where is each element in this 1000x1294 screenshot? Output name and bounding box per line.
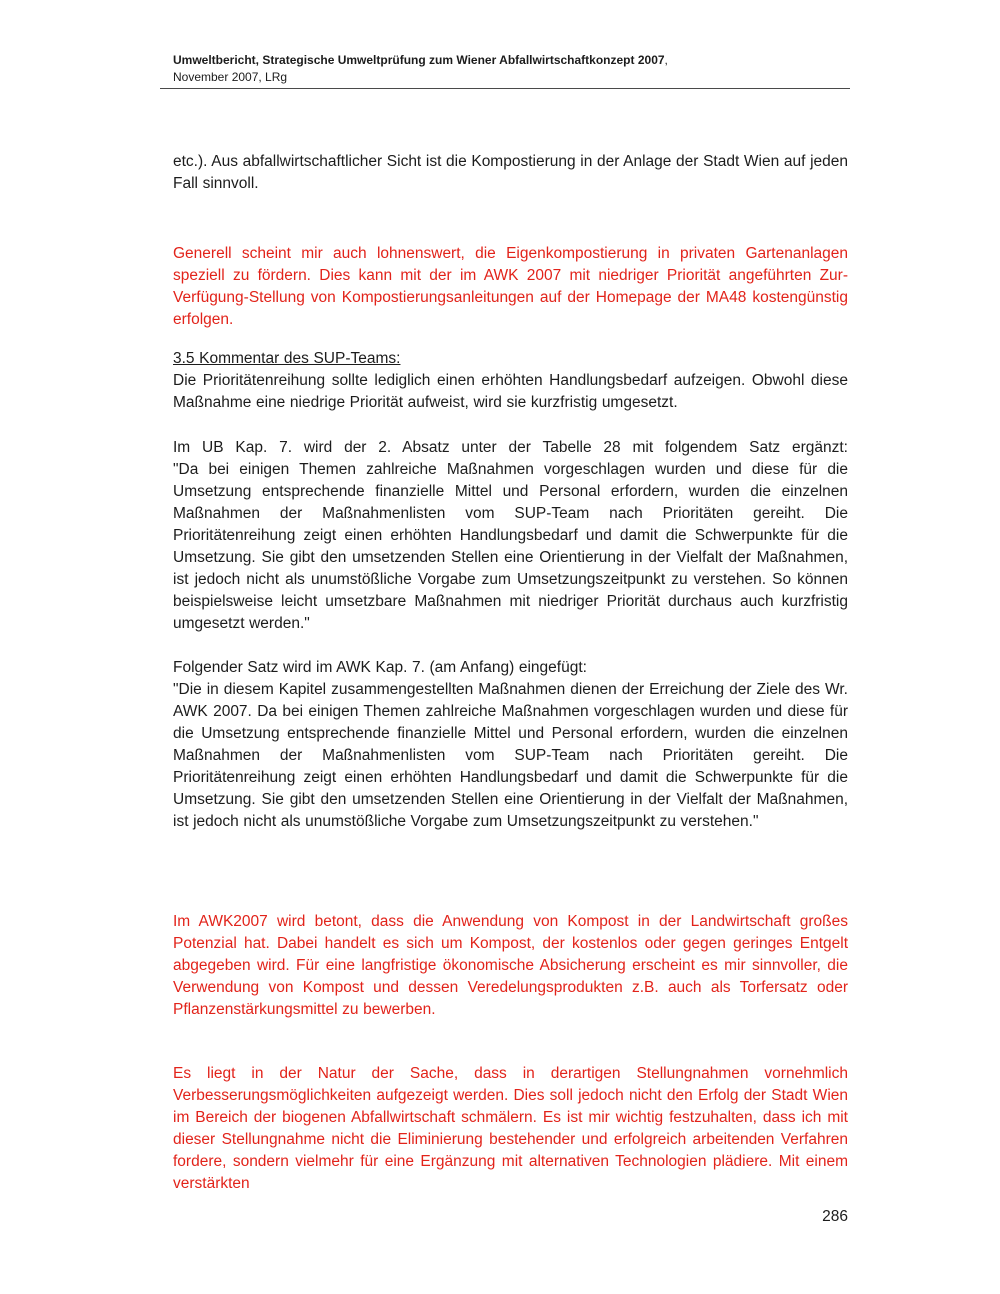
paragraph-ub-kap7-intro: Im UB Kap. 7. wird der 2. Absatz unter der Tabelle 28 mit folgendem Satz ergänzt: xyxy=(173,439,848,456)
paragraph-awk-kap7-quote: "Die in diesem Kapitel zusammengestellten Maßnahmen dienen der Erreichung der Ziele des Wr. AWK 2007. Da bei einigen Themen zahlreiche Maßnahmen vorgeschlagen wurden und diese für die Umsetzung entsprechende finanzielle Mittel und Personal erfordern, wurden die einzelnen Maßnahmen der Maßnahmenlisten vom SUP-Team nach Prioritäten gereiht. Die Prioritätenreihung zeigt einen erhöhten Handlungsbedarf und damit die Schwerpunkte für die Umsetzung. Sie gibt den umsetzenden Stellen eine Orientierung in der Vielfalt der Maßnahmen, ist jedoch nicht als unumstößliche Vorgabe zum Umsetzungszeitpunkt zu verstehen." xyxy=(173,681,848,830)
paragraph-awk-kap7-intro: Folgender Satz wird im AWK Kap. 7. (am Anfang) eingefügt: xyxy=(173,659,587,676)
comment-paragraph-eigenkompostierung: Generell scheint mir auch lohnenswert, die Eigenkompostierung in privaten Gartenanlagen speziell zu fördern. Dies kann mit der im AWK 2007 mit niedriger Priorität angeführten Zur-Verfügung-Stellung von Kompostierungsanleitungen auf der Homepage der MA48 kostengünstig erfolgen. xyxy=(173,245,848,328)
paragraph-awk-kap7 xyxy=(173,657,848,833)
paragraph-ub-kap7 xyxy=(173,437,848,635)
section-heading-sup-kommentar: 3.5 Kommentar des SUP-Teams: xyxy=(173,350,401,367)
paragraph-kompostierung: etc.). Aus abfallwirtschaftlicher Sicht ist die Kompostierung in der Anlage der Stadt Wien auf jeden Fall sinnvoll. xyxy=(173,153,848,192)
page-number: 286 xyxy=(822,1208,848,1225)
header-title-line xyxy=(160,52,850,69)
comment-paragraph-stellungnahme: Es liegt in der Natur der Sache, dass in derartigen Stellungnahmen vornehmlich Verbesserungsmöglichkeiten aufgezeigt werden. Dies soll jedoch nicht den Erfolg der Stadt Wien im Bereich der biogenen Abfallwirtschaft schmälern. Es ist mir wichtig festzuhalten, dass ich mit dieser Stellungnahme nicht die Eliminierung bestehender und erfolgreich arbeitenden Verfahren fordere, sondern vielmehr für eine Ergänzung mit alternativen Technologien plädiere. Mit einem verstärkten xyxy=(173,1065,848,1192)
paragraph-prioritaetenreihung: Die Prioritätenreihung sollte lediglich einen erhöhten Handlungsbedarf aufzeigen. Obwohl diese Maßnahme eine niedrige Priorität aufweist, wird sie kurzfristig umgesetzt. xyxy=(173,372,848,411)
comment-paragraph-awk2007-kompost: Im AWK2007 wird betont, dass die Anwendung von Kompost in der Landwirtschaft großes Potenzial hat. Dabei handelt es sich um Kompost, der kostenlos oder gegen geringes Entgelt abgegeben wird. Für eine langfristige ökonomische Absicherung erscheint es mir sinnvoller, die Verwendung von Kompost und dessen Veredelungsprodukten z.B. auch als Torfersatz oder Pflanzenstärkungsmittel zu bewerben. xyxy=(173,913,848,1018)
page-header xyxy=(160,52,850,89)
header-title: Umweltbericht, Strategische Umweltprüfung zum Wiener Abfallwirtschaftkonzept 2007 xyxy=(173,53,665,67)
header-title-suffix: , xyxy=(664,53,668,67)
paragraph-ub-kap7-quote: "Da bei einigen Themen zahlreiche Maßnahmen vorgeschlagen wurden und diese für die Umsetzung entsprechende finanzielle Mittel und Personal erfordern, wurden die einzelnen Maßnahmen der Maßnahmenlisten vom SUP-Team nach Prioritäten gereiht. Die Prioritätenreihung zeigt einen erhöhten Handlungsbedarf und damit die Schwerpunkte für die Umsetzung. Sie gibt den umsetzenden Stellen eine Orientierung in der Vielfalt der Maßnahmen, ist jedoch nicht als unumstößliche Vorgabe zum Umsetzungszeitpunkt zu verstehen. So können beispielsweise leicht umsetzbare Maßnahmen mit niedriger Priorität durchaus auch kurzfristig umgesetzt werden." xyxy=(173,461,848,632)
header-subtitle: November 2007, LRg xyxy=(173,69,288,84)
